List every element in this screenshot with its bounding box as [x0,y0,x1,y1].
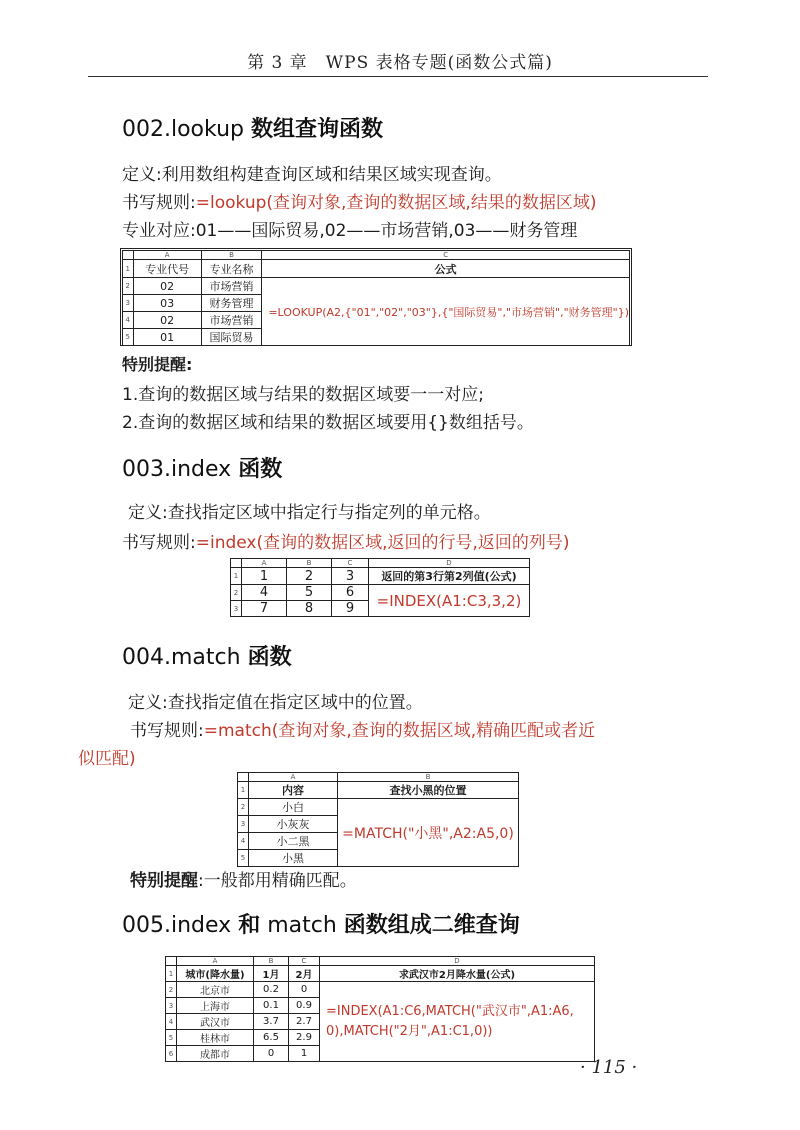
row-number: 3 [123,295,134,312]
lookup-note-1: 1.查询的数据区域与结果的数据区域要一一对应; [122,385,484,405]
table-cell: 0 [289,982,320,998]
section-title-text: 函数 [247,645,292,670]
header-cell: 内容 [249,782,338,799]
row-number: 3 [166,998,177,1014]
lookup-note-title: 特别提醒: [122,355,193,374]
table-cell: 5 [287,585,332,601]
table-cell: 2 [287,568,332,585]
formula-part: {"国际贸易","市场营销","财务管理"}) [441,305,629,319]
table-cell: 0.1 [254,998,289,1014]
row-number: 5 [123,329,134,346]
col-letter: A [133,251,201,260]
section-title-text: 函数 [238,457,283,482]
header-cell: 1月 [254,966,289,982]
row-number: 2 [166,982,177,998]
col-letter: D [320,957,595,966]
page-number: · 115 · [580,1057,638,1078]
table-cell: 9 [332,601,369,617]
rule-label: 书写规则: [122,193,196,213]
section-title-text: 数组查询函数 [251,117,384,142]
section-title-index-match [122,908,520,939]
lookup-note-2: 2.查询的数据区域和结果的数据区域要用{}数组括号。 [122,413,534,433]
match-table [237,772,519,867]
lookup-definition: 定义:利用数组构建查询区域和结果区域实现查询。 [122,165,502,185]
col-letter: C [332,559,369,568]
table-cell: 武汉市 [177,1014,254,1030]
index-match-table [165,956,595,1062]
match-rule-continued: 似匹配) [78,749,136,769]
header-cell: 专业名称 [201,260,262,278]
table-cell: 小二黑 [249,833,338,850]
row-number: 6 [166,1046,177,1062]
table-cell: 8 [287,601,332,617]
table-cell: 市场营销 [201,312,262,329]
header-cell: 查找小黑的位置 [338,782,519,799]
match-definition: 定义:查找指定值在指定区域中的位置。 [128,693,423,713]
rule-label: 书写规则: [122,533,196,553]
table-cell: 桂林市 [177,1030,254,1046]
index-formula-cell: =INDEX(A1:C3,3,2) [369,585,530,617]
match-note [130,866,357,891]
section-title-text: 函数组成二维查询 [343,913,520,938]
header-cell: 返回的第3行第2列值(公式) [369,568,530,585]
col-letter: B [201,251,262,260]
col-letter: D [369,559,530,568]
row-number: 4 [166,1014,177,1030]
formula-line: =INDEX(A1:C6,MATCH("武汉市",A1:A6, [326,1003,574,1019]
table-cell: 财务管理 [201,295,262,312]
table-cell: 02 [133,312,201,329]
table-cell: 01 [133,329,201,346]
row-number: 3 [231,601,242,617]
table-cell: 02 [133,278,201,295]
header-cell: 城市(降水量) [177,966,254,982]
table-cell: 1 [289,1046,320,1062]
table-cell: 2.9 [289,1030,320,1046]
index-rule [122,528,570,553]
section-title-match [122,640,292,671]
col-letter: C [262,251,630,260]
index-definition: 定义:查找指定区域中指定行与指定列的单元格。 [128,503,491,523]
lookup-table [122,250,630,346]
formula-line: 0),MATCH("2月",A1:C1,0)) [326,1023,493,1039]
table-cell: 4 [242,585,287,601]
row-number: 5 [166,1030,177,1046]
table-cell: 2.7 [289,1014,320,1030]
index-match-formula-cell [320,982,595,1062]
table-cell: 小黑 [249,850,338,867]
table-cell: 市场营销 [201,278,262,295]
section-title-mid: 和 [238,913,261,938]
section-title-number: 004.match [122,645,241,670]
note-text: :一般都用精确匹配。 [198,871,357,891]
header-cell: 公式 [262,260,630,278]
lookup-mapping: 专业对应:01——国际贸易,02——市场营销,03——财务管理 [122,221,578,241]
row-number: 1 [231,568,242,585]
table-cell: 成都市 [177,1046,254,1062]
table-cell: 上海市 [177,998,254,1014]
table-cell: 0 [254,1046,289,1062]
section-title-number: 002.lookup [122,117,244,142]
match-rule [130,716,595,741]
table-cell: 0.2 [254,982,289,998]
row-number: 4 [123,312,134,329]
section-title-number: 005.index [122,913,232,938]
row-number: 5 [238,850,249,867]
formula-part: =LOOKUP(A2,{"01","02","03"}, [268,305,442,319]
header-cell: 专业代号 [133,260,201,278]
header-rule [88,76,708,77]
section-title-index [122,452,282,483]
rule-text: =index(查询的数据区域,返回的行号,返回的列号) [195,533,570,553]
match-formula-cell: =MATCH("小黑",A2:A5,0) [338,799,519,867]
col-letter: B [338,773,519,782]
section-title-fn: match [267,913,337,938]
table-cell: 小灰灰 [249,816,338,833]
col-letter: A [249,773,338,782]
row-number: 2 [231,585,242,601]
col-letter: B [287,559,332,568]
row-number: 1 [123,260,134,278]
section-title-lookup [122,112,383,143]
col-letter: C [289,957,320,966]
row-number: 3 [238,816,249,833]
rule-text: =lookup(查询对象,查询的数据区域,结果的数据区域) [195,193,597,213]
table-cell: 6 [332,585,369,601]
running-header: 第 3 章 WPS 表格专题(函数公式篇) [247,53,553,73]
note-title: 特别提醒 [130,871,198,891]
table-cell: 03 [133,295,201,312]
section-title-number: 003.index [122,457,232,482]
col-letter: A [177,957,254,966]
rule-label: 书写规则: [130,721,204,741]
table-cell: 3.7 [254,1014,289,1030]
table-cell: 7 [242,601,287,617]
header-cell: 求武汉市2月降水量(公式) [320,966,595,982]
row-number: 4 [238,833,249,850]
header-cell: 2月 [289,966,320,982]
lookup-rule [122,188,596,213]
col-letter: B [254,957,289,966]
table-cell: 1 [242,568,287,585]
table-cell: 国际贸易 [201,329,262,346]
table-cell: 6.5 [254,1030,289,1046]
row-number: 2 [123,278,134,295]
table-cell: 3 [332,568,369,585]
row-number: 1 [238,782,249,799]
table-cell: 0.9 [289,998,320,1014]
lookup-formula-cell [262,278,630,346]
index-table [230,558,530,617]
row-number: 1 [166,966,177,982]
row-number: 2 [238,799,249,816]
table-cell: 北京市 [177,982,254,998]
table-cell: 小白 [249,799,338,816]
col-letter: A [242,559,287,568]
rule-text: =match(查询对象,查询的数据区域,精确匹配或者近 [203,721,596,741]
